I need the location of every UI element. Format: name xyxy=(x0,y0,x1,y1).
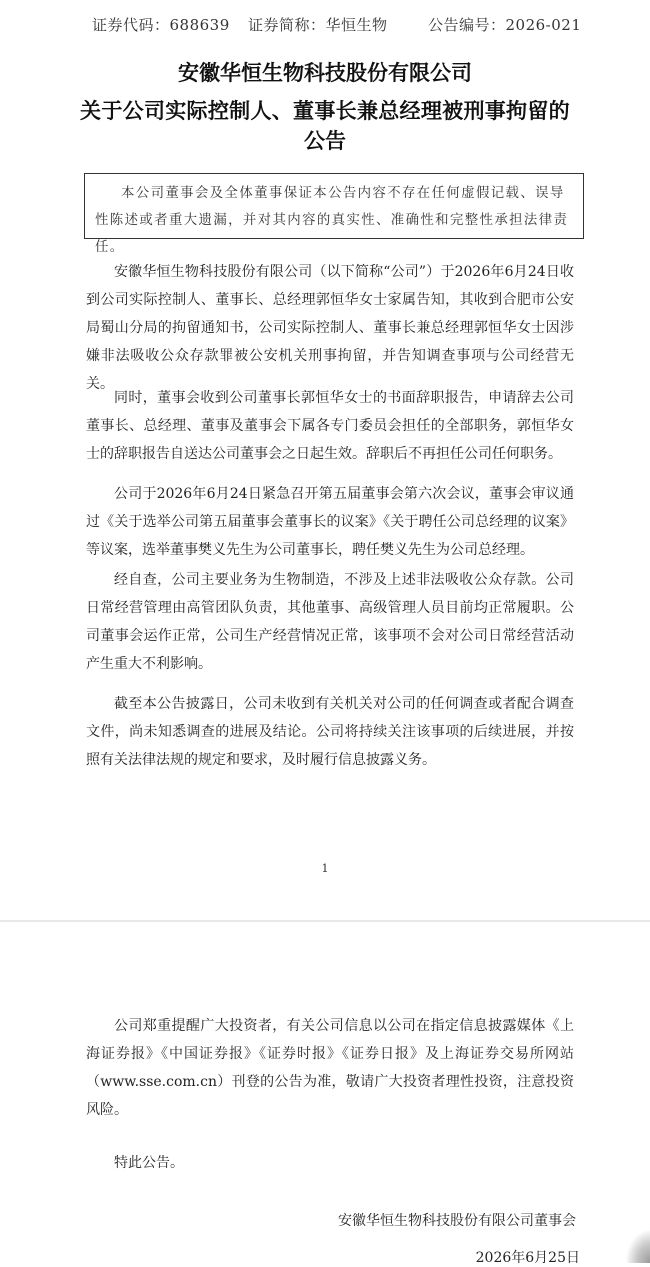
board-signature: 安徽华恒生物科技股份有限公司董事会 xyxy=(338,1213,576,1229)
paragraph-detention: 安徽华恒生物科技股份有限公司（以下简称“公司”）于2026年6月24日收到公司实际控制人、董事长、总经理郭恒华女士家属告知，其收到合肥市公安局蜀山分局的拘留通知书，公司实际控制人、董事长兼总经理郭恒华女士因涉嫌非法吸收公众存款罪被公安机关刑事拘留，并告知调查事项与公司经营无关。 xyxy=(86,264,574,392)
announcement-title-suffix: 公告 xyxy=(304,129,346,153)
announcement-number: 公告编号：2026-021 xyxy=(428,16,582,34)
company-title: 安徽华恒生物科技股份有限公司 xyxy=(178,61,472,85)
announcement-date: 2026年6月25日 xyxy=(475,1250,580,1266)
paragraph-resignation: 同时，董事会收到公司董事长郭恒华女士的书面辞职报告，申请辞去公司董事长、总经理、董事及董事会下属各专门委员会担任的全部职务，郭恒华女士的辞职报告自送达公司董事会之日起生效。辞职后不再担任公司任何职务。 xyxy=(86,390,574,462)
board-guarantee-notice: 本公司董事会及全体董事保证本公告内容不存在任何虚假记载、误导性陈述或者重大遗漏，并对其内容的真实性、准确性和完整性承担法律责任。 xyxy=(84,173,584,239)
paragraph-board-meeting: 公司于2026年6月24日紧急召开第五届董事会第六次会议，董事会审议通过《关于选举公司第五届董事会董事长的议案》《关于聘任公司总经理的议案》等议案，选举董事樊义先生为公司董事长，聘任樊义先生为公司总经理。 xyxy=(86,486,574,558)
stock-code: 证券代码：688639 xyxy=(92,16,230,34)
paragraph-investigation-status: 截至本公告披露日，公司未收到有关机关对公司的任何调查或者配合调查文件，尚未知悉调查的进展及结论。公司将持续关注该事项的后续进展，并按照有关法律法规的规定和要求，及时履行信息披露义务。 xyxy=(86,696,574,768)
document-page-2 xyxy=(0,922,650,1266)
corner-shadow xyxy=(626,1230,650,1263)
page-number: 1 xyxy=(321,862,329,875)
closing-phrase: 特此公告。 xyxy=(114,1155,184,1171)
announcement-title-line: 关于公司实际控制人、董事长兼总经理被刑事拘留的 xyxy=(80,99,570,123)
document-header xyxy=(0,14,650,40)
paragraph-self-inspection: 经自查，公司主要业务为生物制造，不涉及上述非法吸收公众存款。公司日常经营管理由高管团队负责，其他董事、高级管理人员目前均正常履职。公司董事会运作正常，公司生产经营情况正常，该事项不会对公司日常经营活动产生重大不利影响。 xyxy=(86,572,574,672)
paragraph-investor-reminder: 公司郑重提醒广大投资者，有关公司信息以公司在指定信息披露媒体《上海证券报》《中国证券报》《证券时报》《证券日报》及上海证券交易所网站（www.sse.com.cn）刊登的公告为准，敬请广大投资者理性投资，注意投资风险。 xyxy=(86,1018,574,1118)
stock-short-name: 证券简称：华恒生物 xyxy=(248,16,388,34)
